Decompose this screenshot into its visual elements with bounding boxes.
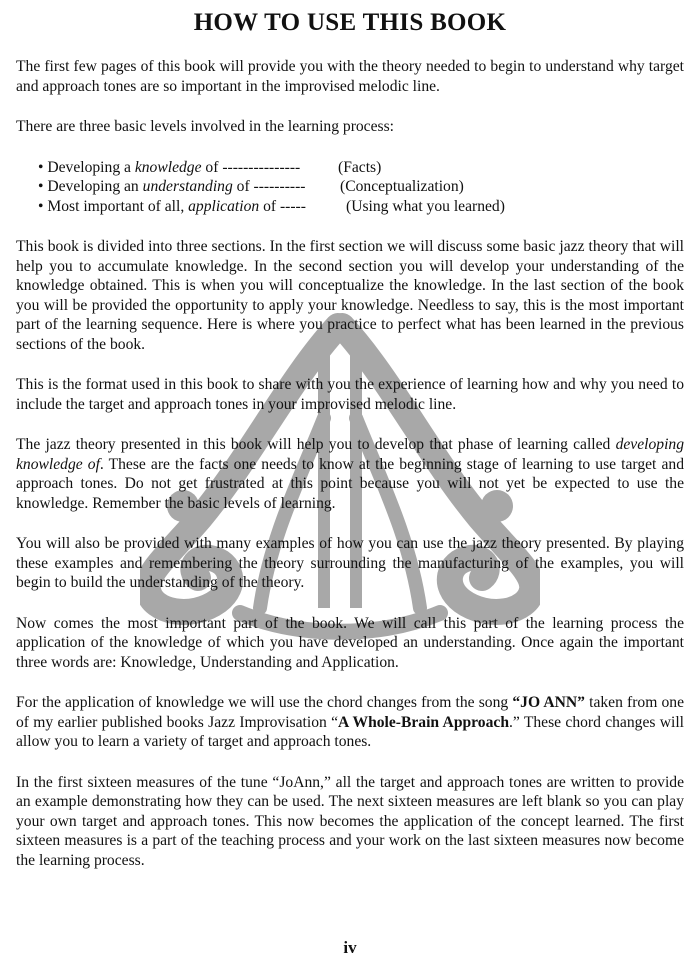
book-title: A Whole-Brain Approach: [338, 713, 509, 731]
level-paren: (Facts): [338, 158, 382, 176]
level-emph: knowledge: [134, 158, 202, 176]
examples-paragraph: You will also be provided with many examples of how you can use the jazz theory presented. By playing these examples and remembering the theory surrounding the manufacturing of the examples, you will begin to build the understanding of the theory.: [16, 535, 684, 591]
theory-emph: developing knowledge of: [16, 436, 684, 473]
level-emph: understanding: [142, 178, 233, 195]
measures-paragraph: In the first sixteen measures of the tune “JoAnn,” all the target and approach tones are written to provide an example demonstrating how they can be used. The next sixteen measures are left blank so you can play your own target and approach tones. This now becomes the application of the concept learned. The first sixteen measures is a part of the teaching process and your work on the last sixteen measures now become the learning process.: [16, 773, 684, 869]
song-title: “JO ANN”: [512, 694, 585, 711]
level-paren: (Using what you learned): [346, 197, 505, 215]
level-understanding: • Developing an understanding of ---------- (Conceptualization): [38, 178, 464, 195]
learning-levels-list: [38, 158, 684, 217]
level-knowledge: • Developing a knowledge of --------------- (Facts): [38, 158, 382, 176]
level-application: • Most important of all, application of ----- (Using what you learned): [38, 197, 505, 215]
intro-paragraph: The first few pages of this book will provide you with the theory needed to begin to understand why target and approach tones are so important in the improvised melodic line.: [16, 58, 684, 95]
level-paren: (Conceptualization): [340, 178, 464, 195]
levels-intro: There are three basic levels involved in the learning process:: [16, 118, 394, 135]
page-content: [16, 0, 684, 870]
theory-paragraph: The jazz theory presented in this book will help you to develop that phase of learning called developing knowledge of. These are the facts one needs to know at the beginning stage of learning to use target and approach tones. Do not get frustrated at this point because you will not yet be expected to use the knowledge. Remember the basic levels of learning.: [16, 436, 684, 512]
page-title: HOW TO USE THIS BOOK: [193, 9, 507, 36]
page-number: iv: [343, 938, 357, 957]
format-paragraph: This is the format used in this book to share with you the experience of learning how and why you need to include the target and approach tones in your improvised melodic line.: [16, 376, 684, 413]
level-emph: application: [188, 197, 260, 215]
application-paragraph: Now comes the most important part of the book. We will call this part of the learning process the application of the knowledge of which you have developed an understanding. Once again the important three words are: Knowledge, Understanding and Application.: [16, 614, 684, 671]
sections-paragraph: This book is divided into three sections. In the first section we will discuss some basic jazz theory that will help you to accumulate knowledge. In the second section you will develop your understanding of the knowledge obtained. This is when you will conceptualize the knowledge. In the last section of the book you will be provided the opportunity to apply your knowledge. Needless to say, this is the most important part of the learning sequence. Here is where you practice to perfect what has been learned in the previous sections of the book.: [16, 238, 684, 353]
jo-ann-paragraph: For the application of knowledge we will use the chord changes from the song “JO ANN” taken from one of my earlier published books Jazz Improvisation “A Whole-Brain Approach.” These chord changes will allow you to learn a variety of target and approach tones.: [16, 694, 685, 750]
